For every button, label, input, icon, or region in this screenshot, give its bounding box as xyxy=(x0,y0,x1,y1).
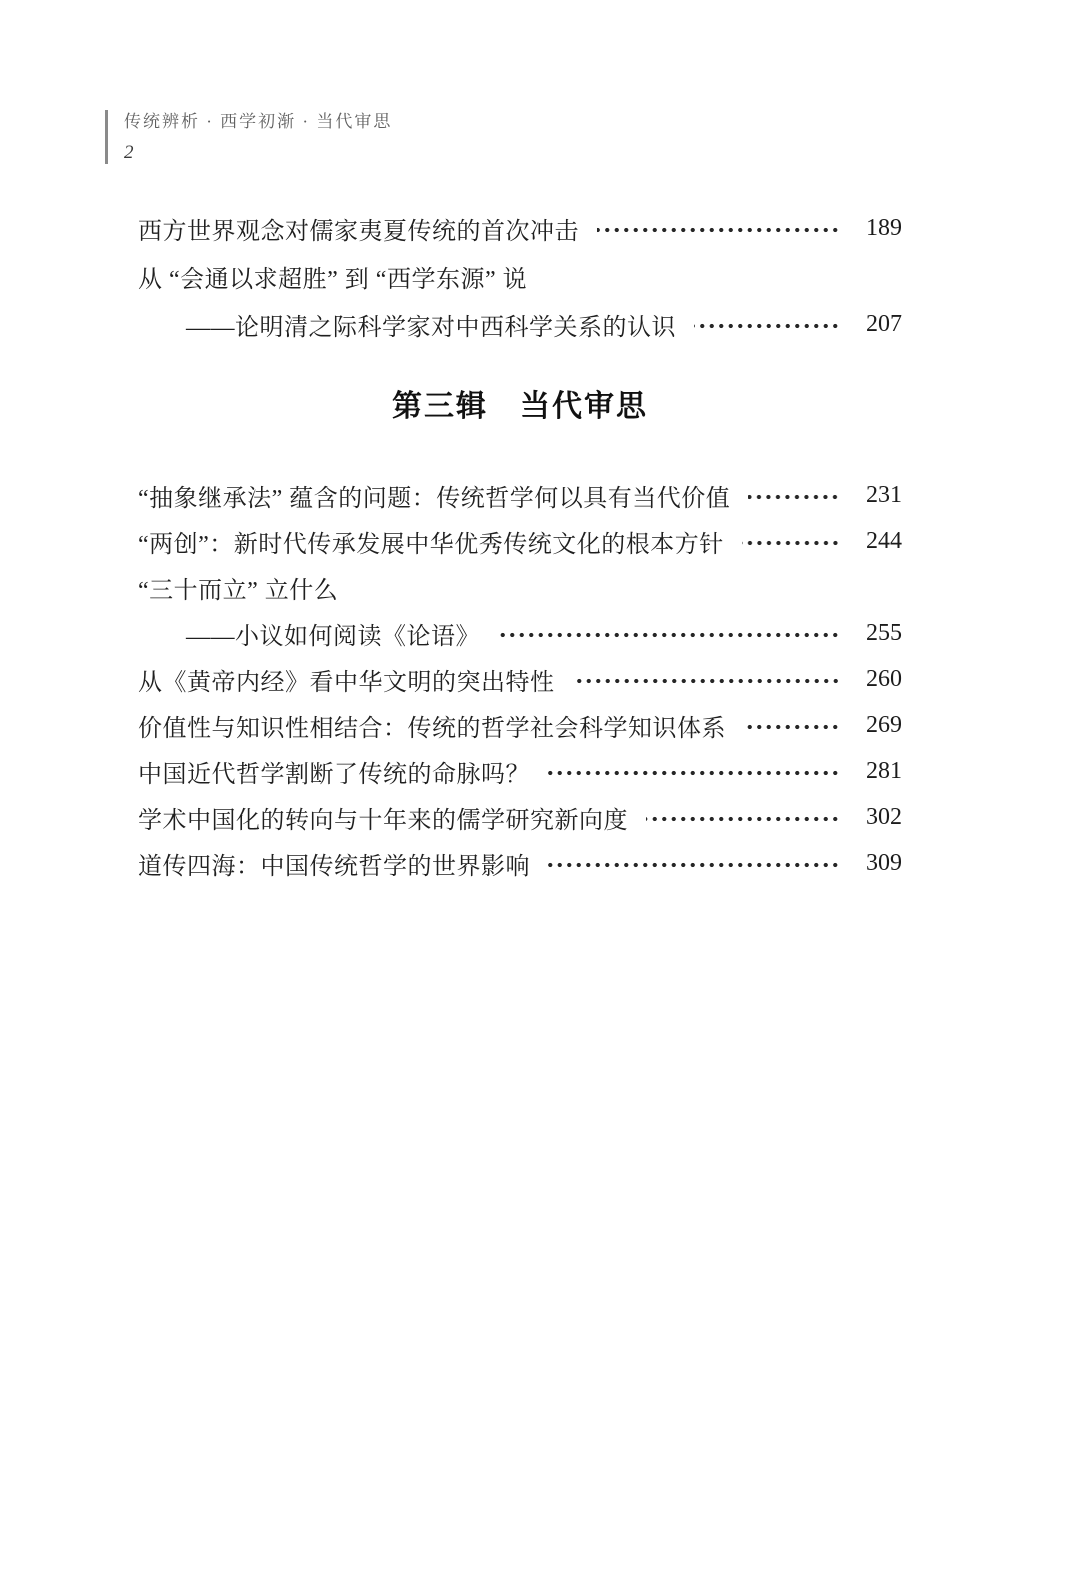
toc-entry-page: 260 xyxy=(866,665,902,692)
dot-leader xyxy=(742,538,840,548)
toc-entry-title: 学术中国化的转向与十年来的儒学研究新向度 xyxy=(138,807,628,834)
toc-entry xyxy=(138,656,902,702)
toc-entry xyxy=(138,204,902,252)
running-title: 传统辨析 · 西学初渐 · 当代审思 xyxy=(124,112,393,131)
page-header xyxy=(105,110,392,164)
toc-entry xyxy=(138,564,902,610)
toc-entry-title: “抽象继承法” 蕴含的问题：传统哲学何以具有当代价值 xyxy=(138,485,731,512)
dot-leader xyxy=(748,492,840,502)
toc-entry-page: 244 xyxy=(866,527,902,554)
table-of-contents xyxy=(138,204,902,886)
page-number: 2 xyxy=(124,142,134,163)
toc-entry-page: 255 xyxy=(866,619,902,646)
toc-entry-title: 价值性与知识性相结合：传统的哲学社会科学知识体系 xyxy=(138,715,726,742)
header-vertical-rule xyxy=(105,110,108,164)
toc-entry-page: 189 xyxy=(866,214,902,241)
toc-entry-page: 231 xyxy=(866,481,902,508)
toc-entry xyxy=(138,252,902,300)
dot-leader xyxy=(744,722,840,732)
toc-entry-subtitle xyxy=(138,300,902,348)
toc-entry-page: 207 xyxy=(866,310,902,337)
toc-entry xyxy=(138,472,902,518)
toc-entry-title: 中国近代哲学割断了传统的命脉吗？ xyxy=(138,761,530,788)
header-texts xyxy=(124,110,392,164)
toc-entry-title: ——论明清之际科学家对中西科学关系的认识 xyxy=(186,314,676,341)
section-heading: 第三辑 当代审思 xyxy=(392,390,648,423)
toc-entry-page: 269 xyxy=(866,711,902,738)
dot-leader xyxy=(646,814,840,824)
toc-entry xyxy=(138,518,902,564)
dot-leader xyxy=(597,225,840,235)
toc-entry-page: 281 xyxy=(866,757,902,784)
dot-leader xyxy=(498,630,840,640)
toc-entry-title: 从《黄帝内经》看中华文明的突出特性 xyxy=(138,669,555,696)
toc-entry-title: “两创”：新时代传承发展中华优秀传统文化的根本方针 xyxy=(138,531,724,558)
toc-entry-title: “三十而立” 立什么 xyxy=(138,577,339,604)
dot-leader xyxy=(694,321,840,331)
dot-leader xyxy=(548,768,840,778)
toc-entry xyxy=(138,840,902,886)
toc-main-group xyxy=(138,472,902,886)
toc-entry xyxy=(138,794,902,840)
toc-entry-title: 从 “会通以求超胜” 到 “西学东源” 说 xyxy=(138,266,528,293)
toc-entry xyxy=(138,702,902,748)
toc-entry-title: 道传四海：中国传统哲学的世界影响 xyxy=(138,853,530,880)
dot-leader xyxy=(573,676,841,686)
dot-leader xyxy=(548,860,840,870)
toc-entry-page: 309 xyxy=(866,849,902,876)
toc-front-group xyxy=(138,204,902,348)
toc-entry-page: 302 xyxy=(866,803,902,830)
toc-entry xyxy=(138,748,902,794)
toc-entry-subtitle xyxy=(138,610,902,656)
toc-entry-title: 西方世界观念对儒家夷夏传统的首次冲击 xyxy=(138,218,579,245)
toc-entry-title: ——小议如何阅读《论语》 xyxy=(186,623,480,650)
